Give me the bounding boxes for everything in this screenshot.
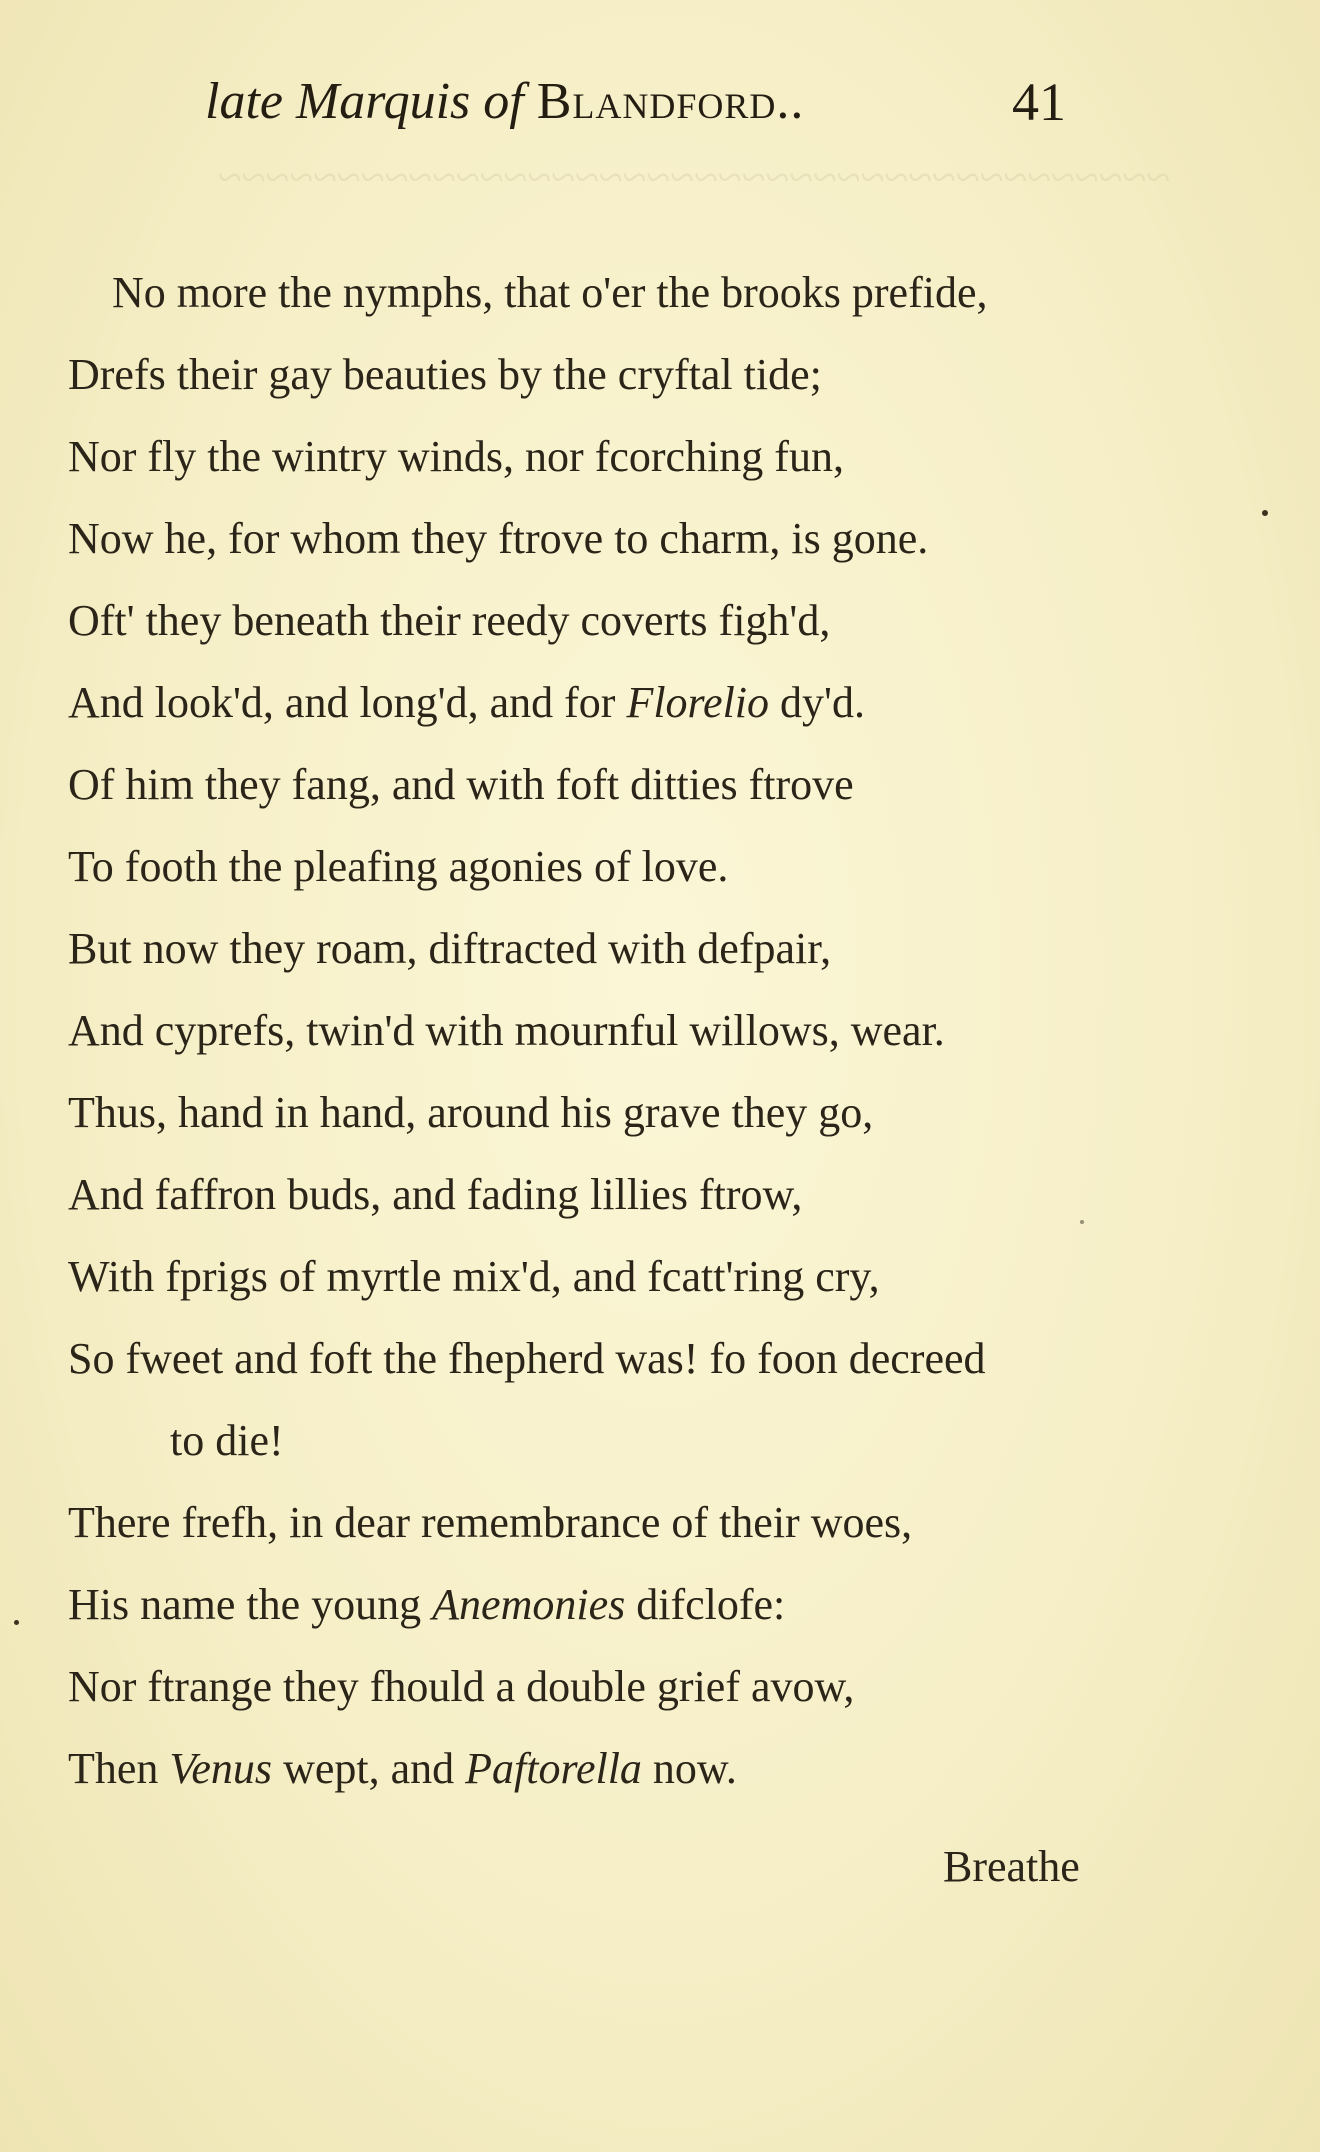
poem-line: And cyprefs, twin'd with mournful willows, wear. [68, 1006, 945, 1055]
poem-line-text: His name the young [68, 1580, 433, 1629]
poem-line: But now they roam, diftracted with defpair, [68, 924, 832, 973]
poem-line [68, 662, 865, 744]
poem-line: Nor fly the wintry winds, nor fcorching fun, [68, 432, 844, 481]
poem-line-text: Then [68, 1744, 170, 1793]
running-head [0, 62, 1320, 142]
poem-line: No more the nymphs, that o'er the brooks prefide, [112, 268, 988, 317]
poem-line [68, 1564, 785, 1646]
poem-line: Now he, for whom they ftrove to charm, is gone. [68, 514, 929, 563]
name-venus: Venus [169, 1744, 273, 1793]
poem-line: And faffron buds, and fading lillies ftrow, [68, 1170, 803, 1219]
catchword: Breathe [943, 1842, 1080, 1891]
poem-line: Thus, hand in hand, around his grave they go, [68, 1088, 874, 1137]
poem-line-text: difclofe: [625, 1580, 786, 1629]
poem-line: Nor ftrange they fhould a double grief avow, [68, 1662, 855, 1711]
poem-line [68, 1728, 737, 1810]
poem-line: So fweet and foft the fhepherd was! fo foon decreed [68, 1334, 986, 1383]
show-through-text: ~~~~~~~~~~~~~~~~~~~~~~~~~~~~~~~~~~~~~~~~ [217, 153, 1170, 202]
poem-line: With fprigs of myrtle mix'd, and fcatt'ring cry, [68, 1252, 880, 1301]
poem-line: Of him they fang, and with foft ditties ftrove [68, 760, 854, 809]
running-head-italic: late Marquis of [205, 73, 524, 130]
name-florelio: Florelio [626, 678, 770, 727]
poem-line-text: wept, and [272, 1744, 466, 1793]
poem-line: To footh the pleafing agonies of love. [68, 842, 729, 891]
poem-line: Oft' they beneath their reedy coverts figh'd, [68, 596, 831, 645]
ink-speck [1262, 510, 1268, 516]
poem-line-text: now. [641, 1744, 737, 1793]
poem-line-text: And look'd, and long'd, and for [68, 678, 627, 727]
page-number: 41 [1012, 72, 1066, 132]
poem-line: There frefh, in dear remembrance of their woes, [68, 1498, 913, 1547]
poem-line-continuation: to die! [170, 1416, 284, 1465]
ink-speck [1080, 1220, 1084, 1224]
ink-speck [14, 1620, 19, 1625]
name-anemonies: Anemonies [432, 1580, 626, 1629]
running-head-name: Blandford.. [536, 73, 805, 130]
poem-line: Drefs their gay beauties by the cryftal tide; [68, 350, 822, 399]
running-head-title [205, 62, 804, 142]
poem-line-text: dy'd. [769, 678, 865, 727]
name-pastorella: Paftorella [465, 1744, 642, 1793]
